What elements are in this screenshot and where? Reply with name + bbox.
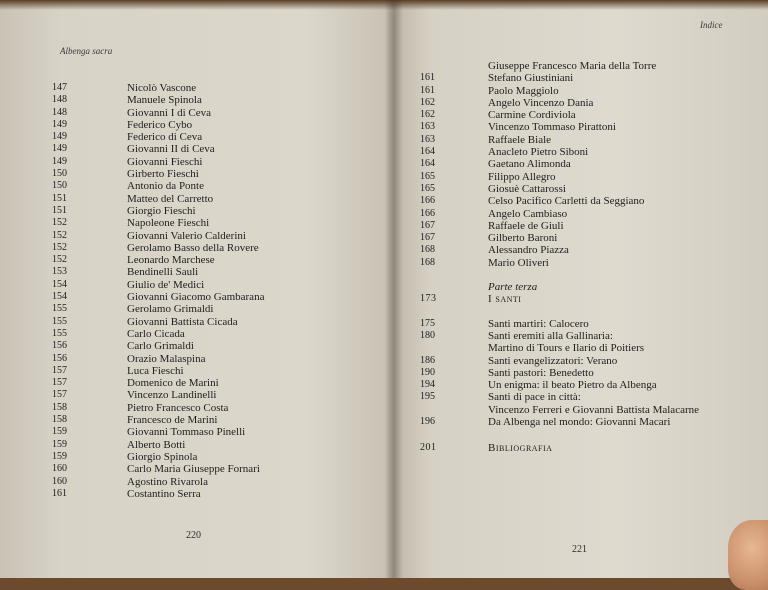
entry-page-number: 155 <box>52 303 67 315</box>
entry-page-number: 165 <box>420 182 435 194</box>
entry-page-number: 190 <box>420 366 435 378</box>
index-entry <box>52 377 352 389</box>
index-entry <box>420 244 760 256</box>
entry-page-number: 158 <box>52 401 67 413</box>
index-entry <box>420 146 760 158</box>
entry-page-number: 196 <box>420 416 435 428</box>
right-index-list <box>420 60 760 455</box>
entry-title: Gerolamo Basso della Rovere <box>127 241 259 254</box>
index-entry <box>52 414 352 426</box>
section-heading <box>420 293 760 305</box>
entry-title: Gilberto Baroni <box>488 232 558 245</box>
entry-page-number: 157 <box>52 377 67 389</box>
entry-title: Giorgio Fieschi <box>127 204 196 217</box>
index-entry <box>420 416 760 428</box>
index-entry <box>52 254 352 266</box>
index-entry <box>420 330 760 342</box>
index-entry <box>420 318 760 330</box>
entry-page-number: 154 <box>52 278 67 290</box>
index-entry <box>52 242 352 254</box>
index-entry <box>52 94 352 106</box>
entry-page-number: 165 <box>420 170 435 182</box>
entry-title: Raffaele de Giuli <box>488 219 564 232</box>
thumb <box>728 520 768 590</box>
index-entry <box>420 183 760 195</box>
entry-page-number: 148 <box>52 106 67 118</box>
index-entry <box>52 402 352 414</box>
entry-title: Orazio Malaspina <box>127 352 206 365</box>
index-entry <box>52 488 352 500</box>
index-entry <box>52 107 352 119</box>
entry-page-number: 152 <box>52 254 67 266</box>
entry-page-number: 173 <box>420 293 437 305</box>
entry-page-number: 150 <box>52 168 67 180</box>
index-entry <box>420 220 760 232</box>
index-entry <box>420 342 760 354</box>
entry-title: Domenico de Marini <box>127 377 219 390</box>
entry-page-number: 155 <box>52 315 67 327</box>
entry-page-number: 152 <box>52 229 67 241</box>
entry-title: Vincenzo Landinelli <box>127 389 217 402</box>
section-label <box>420 281 760 293</box>
entry-title: Giovanni I di Ceva <box>127 106 212 119</box>
entry-title: Alberto Botti <box>127 438 186 451</box>
entry-title: Agostino Rivarola <box>127 475 208 488</box>
entry-title: Vincenzo Tommaso Pirattoni <box>488 121 616 134</box>
entry-page-number: 147 <box>52 82 67 93</box>
index-entry <box>52 476 352 488</box>
index-entry <box>52 328 352 340</box>
entry-title: Carlo Grimaldi <box>127 340 194 353</box>
index-entry <box>52 365 352 377</box>
entry-page-number: 166 <box>420 195 435 207</box>
entry-page-number: 195 <box>420 391 435 403</box>
entry-page-number: 163 <box>420 121 435 133</box>
entry-title: Gerolamo Grimaldi <box>127 303 214 316</box>
entry-title: Angelo Vincenzo Dania <box>488 96 594 109</box>
entry-page-number: 164 <box>420 146 435 158</box>
running-head-right: Indice <box>700 20 723 30</box>
entry-title: Federico di Ceva <box>127 131 203 144</box>
index-entry <box>52 168 352 180</box>
entry-page-number: 156 <box>52 352 67 364</box>
entry-title: Leonardo Marchese <box>127 254 215 267</box>
entry-page-number: 180 <box>420 329 435 341</box>
entry-title: Carlo Maria Giuseppe Fornari <box>127 463 260 476</box>
entry-title: Santi di pace in città: <box>488 391 581 404</box>
index-entry <box>420 171 760 183</box>
entry-page-number: 160 <box>52 463 67 475</box>
entry-title: Santi pastori: Benedetto <box>488 366 594 379</box>
index-entry <box>420 72 760 84</box>
entry-title: Anacleto Pietro Siboni <box>488 146 589 159</box>
entry-page-number: 155 <box>52 327 67 339</box>
index-entry <box>420 134 760 146</box>
index-entry <box>52 463 352 475</box>
index-entry <box>52 266 352 278</box>
entry-title: Giorgio Spinola <box>127 450 198 463</box>
entry-title: Giuseppe Francesco Maria della Torre <box>488 60 657 72</box>
entry-title: Carmine Cordiviola <box>488 109 576 122</box>
entry-page-number: 157 <box>52 389 67 401</box>
entry-page-number: 166 <box>420 207 435 219</box>
index-entry <box>420 109 760 121</box>
entry-page-number: 201 <box>420 442 437 454</box>
entry-page-number: 157 <box>52 364 67 376</box>
entry-title: Giovanni Battista Cicada <box>127 315 238 328</box>
index-entry <box>52 439 352 451</box>
entry-title: Giovanni Fieschi <box>127 155 203 168</box>
entry-title: Martino di Tours e Ilario di Poitiers <box>488 342 645 355</box>
index-entry <box>420 232 760 244</box>
entry-page-number: 151 <box>52 192 67 204</box>
entry-page-number: 153 <box>52 266 67 278</box>
index-entry <box>52 205 352 217</box>
entry-title: Santi evangelizzatori: Verano <box>488 354 618 367</box>
bibliography-heading <box>420 442 760 454</box>
entry-title: Carlo Cicada <box>127 327 185 340</box>
entry-page-number: 160 <box>52 475 67 487</box>
entry-page-number: 152 <box>52 241 67 253</box>
index-entry <box>52 426 352 438</box>
entry-title: Celso Pacifico Carletti da Seggiano <box>488 195 645 208</box>
entry-page-number: 159 <box>52 426 67 438</box>
entry-title: Giovanni Valerio Calderini <box>127 229 246 242</box>
entry-title: Paolo Maggiolo <box>488 84 559 97</box>
entry-page-number: 156 <box>52 340 67 352</box>
entry-title: Giovanni Tommaso Pinelli <box>127 426 246 439</box>
entry-title: Un enigma: il beato Pietro da Albenga <box>488 379 657 392</box>
entry-page-number: 159 <box>52 450 67 462</box>
entry-page-number: 149 <box>52 143 67 155</box>
entry-title: Parte terza <box>488 281 538 294</box>
page-number-left: 220 <box>186 530 201 541</box>
entry-title: Antonio da Ponte <box>127 180 204 193</box>
entry-title: Federico Cybo <box>127 118 193 131</box>
entry-page-number: 148 <box>52 94 67 106</box>
entry-title: Francesco de Marini <box>127 414 218 427</box>
index-entry <box>52 279 352 291</box>
entry-title: Giovanni Giacomo Gambarana <box>127 291 265 304</box>
entry-title: Bibliografia <box>488 442 553 455</box>
entry-title: Pietro Francesco Costa <box>127 401 229 414</box>
entry-page-number: 152 <box>52 217 67 229</box>
entry-title: Giovanni II di Ceva <box>127 143 215 156</box>
entry-page-number: 159 <box>52 438 67 450</box>
entry-page-number: 161 <box>420 84 435 96</box>
entry-page-number: 161 <box>52 487 67 499</box>
index-entry <box>420 158 760 170</box>
index-entry <box>52 119 352 131</box>
entry-page-number: 149 <box>52 118 67 130</box>
section-spacer <box>420 306 760 318</box>
index-entry <box>420 60 760 72</box>
entry-title: Stefano Giustiniani <box>488 72 574 85</box>
index-entry <box>420 85 760 97</box>
index-entry <box>52 230 352 242</box>
entry-page-number: 167 <box>420 232 435 244</box>
entry-page-number: 161 <box>420 72 435 84</box>
index-entry <box>52 389 352 401</box>
index-entry <box>52 340 352 352</box>
entry-page-number: 175 <box>420 317 435 329</box>
entry-page-number: 194 <box>420 379 435 391</box>
running-head-left: Albenga sacra <box>60 46 113 56</box>
index-entry <box>420 97 760 109</box>
entry-title: Raffaele Biale <box>488 133 552 146</box>
index-entry <box>52 156 352 168</box>
index-entry <box>52 303 352 315</box>
index-entry <box>420 195 760 207</box>
entry-title: Luca Fieschi <box>127 364 184 377</box>
entry-page-number: 150 <box>52 180 67 192</box>
right-page <box>392 0 768 578</box>
entry-title: Mario Oliveri <box>488 256 549 269</box>
index-entry <box>420 404 760 416</box>
index-entry <box>52 291 352 303</box>
entry-title: Da Albenga nel mondo: Giovanni Macari <box>488 416 671 429</box>
index-entry <box>52 131 352 143</box>
entry-page-number: 163 <box>420 133 435 145</box>
section-spacer <box>420 269 760 281</box>
entry-title: Vincenzo Ferreri e Giovanni Battista Malacarne <box>488 403 700 416</box>
index-entry <box>52 217 352 229</box>
entry-page-number: 149 <box>52 131 67 143</box>
entry-title: I santi <box>488 293 522 306</box>
entry-title: Santi eremiti alla Gallinaria: <box>488 329 613 342</box>
index-entry <box>52 353 352 365</box>
index-entry <box>52 82 352 94</box>
index-entry <box>420 367 760 379</box>
index-entry <box>52 316 352 328</box>
entry-title: Costantino Serra <box>127 487 201 500</box>
entry-title: Nicolò Vascone <box>127 82 197 94</box>
entry-page-number: 168 <box>420 256 435 268</box>
index-entry <box>420 257 760 269</box>
entry-title: Filippo Allegro <box>488 170 556 183</box>
index-entry <box>420 121 760 133</box>
entry-page-number: 154 <box>52 291 67 303</box>
entry-title: Alessandro Piazza <box>488 244 569 257</box>
entry-page-number: 149 <box>52 155 67 167</box>
index-entry <box>52 180 352 192</box>
entry-page-number: 164 <box>420 158 435 170</box>
entry-title: Manuele Spinola <box>127 94 202 107</box>
entry-title: Giosuè Cattarossi <box>488 182 566 195</box>
index-entry <box>420 391 760 403</box>
entry-page-number: 162 <box>420 109 435 121</box>
entry-page-number: 167 <box>420 219 435 231</box>
entry-title: Angelo Cambiaso <box>488 207 568 220</box>
index-entry <box>52 143 352 155</box>
section-spacer <box>420 428 760 442</box>
entry-title: Giulio de' Medici <box>127 278 205 291</box>
entry-page-number: 162 <box>420 96 435 108</box>
entry-page-number: 158 <box>52 414 67 426</box>
entry-title: Girberto Fieschi <box>127 168 199 181</box>
page-number-right: 221 <box>572 544 587 555</box>
entry-title: Bendinelli Sauli <box>127 266 199 279</box>
index-entry <box>420 379 760 391</box>
entry-title: Matteo del Carretto <box>127 192 214 205</box>
entry-title: Napoleone Fieschi <box>127 217 210 230</box>
left-index-list <box>52 82 352 500</box>
index-entry <box>52 193 352 205</box>
entry-title: Santi martiri: Calocero <box>488 317 589 330</box>
entry-page-number: 168 <box>420 244 435 256</box>
entry-page-number: 151 <box>52 204 67 216</box>
entry-title: Gaetano Alimonda <box>488 158 571 171</box>
index-entry <box>52 451 352 463</box>
entry-page-number: 186 <box>420 354 435 366</box>
index-entry <box>420 355 760 367</box>
index-entry <box>420 208 760 220</box>
